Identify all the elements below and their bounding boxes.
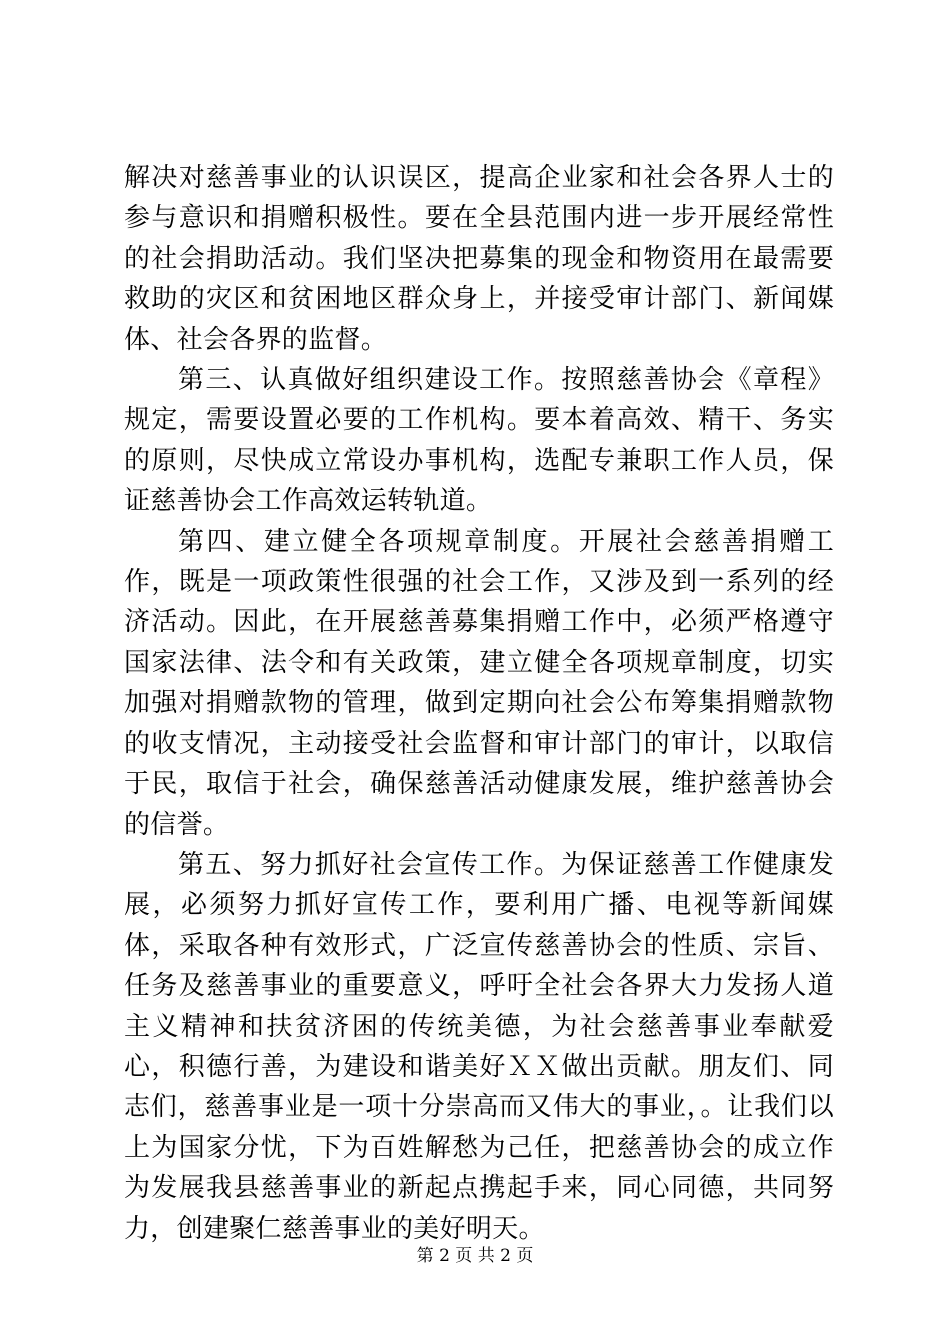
paragraph-rules-system: 第四、建立健全各项规章制度。开展社会慈善捐赠工作，既是一项政策性很强的社会工作，又涉及到一系列的经济活动。因此，在开展慈善募集捐赠工作中，必须严格遵守国家法律、法令和有关政策，建立健全各项规章制度，切实加强对捐赠款物的管理，做到定期向社会公布筹集捐赠款物的收支情况，主动接受社会监督和审计部门的审计，以取信于民，取信于社会，确保慈善活动健康发展，维护慈善协会的信誉。: [124, 526, 834, 840]
paragraph-continuation: 解决对慈善事业的认识误区，提高企业家和社会各界人士的参与意识和捐赠积极性。要在全县范围内进一步开展经常性的社会捐助活动。我们坚决把募集的现金和物资用在最需要救助的灾区和贫困地区群众身上，并接受审计部门、新闻媒体、社会各界的监督。: [124, 163, 834, 355]
paragraph-organization-building: 第三、认真做好组织建设工作。按照慈善协会《章程》规定，需要设置必要的工作机构。要本着高效、精干、务实的原则，尽快成立常设办事机构，选配专兼职工作人员，保证慈善协会工作高效运转轨道。: [124, 365, 834, 517]
paragraph-publicity-work: 第五、努力抓好社会宣传工作。为保证慈善工作健康发展，必须努力抓好宣传工作，要利用广播、电视等新闻媒体，采取各种有效形式，广泛宣传慈善协会的性质、宗旨、任务及慈善事业的重要意义，呼吁全社会各界大力发扬人道主义精神和扶贫济困的传统美德，为社会慈善事业奉献爱心，积德行善，为建设和谐美好ＸＸ做出贡献。朋友们、同志们，慈善事业是一项十分崇高而又伟大的事业，。让我们以上为国家分忧，下为百姓解愁为己任，把慈善协会的成立作为发展我县慈善事业的新起点携起手来，同心同德，共同努力，创建聚仁慈善事业的美好明天。: [124, 849, 834, 1244]
document-body: [124, 158, 834, 1249]
page-number-footer: 第 2 页 共 2 页: [416, 1246, 534, 1266]
